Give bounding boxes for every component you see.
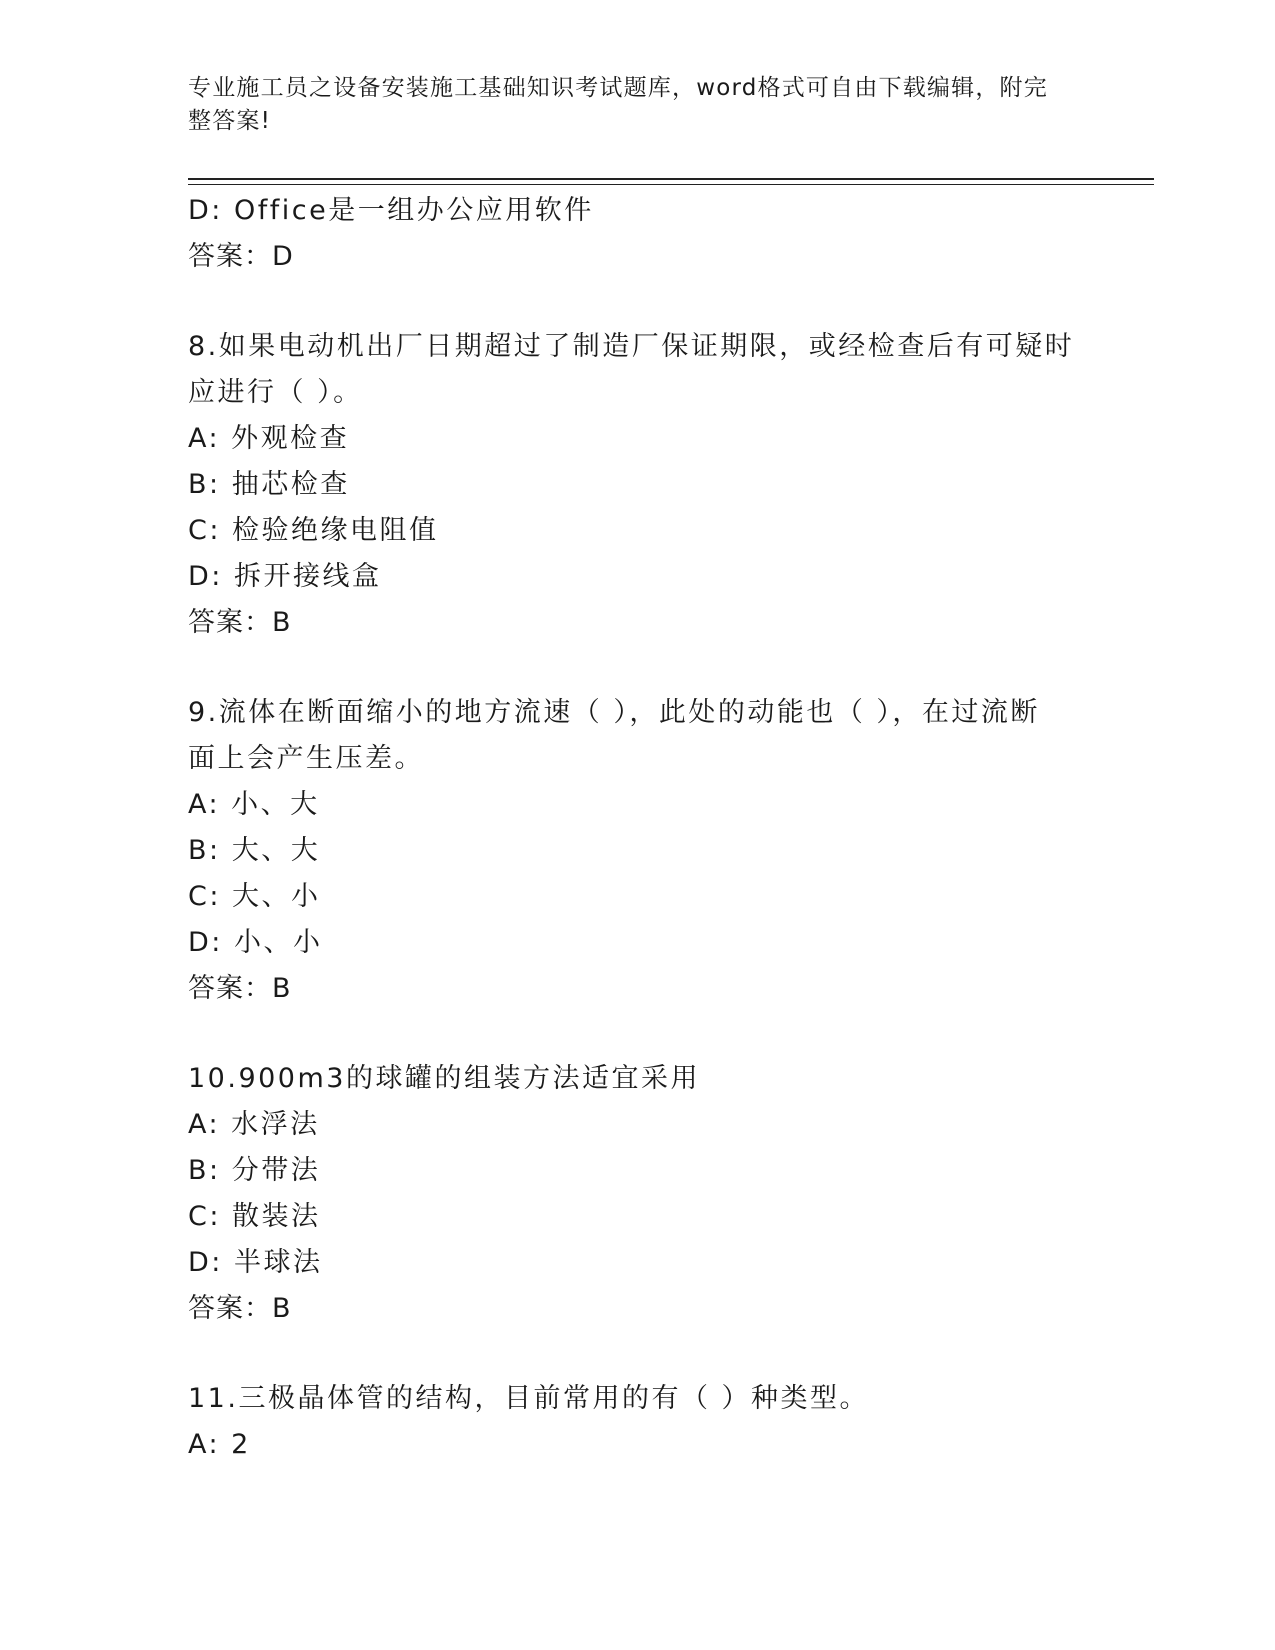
document-header xyxy=(188,72,1068,138)
q8-option-b: B: 抽芯检查 xyxy=(188,469,350,500)
q9-answer: 答案：B xyxy=(188,973,292,1004)
question-7-tail xyxy=(188,188,1088,280)
q10-option-c: C: 散装法 xyxy=(188,1201,321,1232)
header-line-2: 整答案! xyxy=(188,108,272,134)
q7-answer: 答案：D xyxy=(188,241,294,272)
q9-stem-line-1: 9.流体在断面缩小的地方流速（ ），此处的动能也（ ），在过流断 xyxy=(188,697,1040,728)
question-8 xyxy=(188,324,1088,646)
q10-option-b: B: 分带法 xyxy=(188,1155,321,1186)
question-10 xyxy=(188,1056,1088,1332)
q8-option-d: D: 拆开接线盒 xyxy=(188,561,382,592)
q7-option-d: D: Office是一组办公应用软件 xyxy=(188,195,594,226)
document-body xyxy=(188,188,1088,1468)
q10-option-d: D: 半球法 xyxy=(188,1247,323,1278)
header-line-1: 专业施工员之设备安装施工基础知识考试题库，word格式可自由下载编辑，附完 xyxy=(188,75,1048,101)
q10-stem-line-1: 10.900m3的球罐的组装方法适宜采用 xyxy=(188,1063,700,1094)
question-9 xyxy=(188,690,1088,1012)
q10-answer: 答案：B xyxy=(188,1293,292,1324)
q11-stem-line-1: 11.三极晶体管的结构，目前常用的有（ ）种类型。 xyxy=(188,1383,870,1414)
q9-option-d: D: 小、小 xyxy=(188,927,323,958)
q11-option-a: A: 2 xyxy=(188,1429,251,1460)
q9-option-b: B: 大、大 xyxy=(188,835,321,866)
header-rule-thin xyxy=(188,184,1154,185)
q8-option-a: A: 外观检查 xyxy=(188,423,350,454)
q9-stem-line-2: 面上会产生压差。 xyxy=(188,743,424,774)
q8-answer: 答案：B xyxy=(188,607,292,638)
q8-stem-line-2: 应进行（ ）。 xyxy=(188,377,363,408)
q10-option-a: A: 水浮法 xyxy=(188,1109,320,1140)
q8-option-c: C: 检验绝缘电阻值 xyxy=(188,515,439,546)
q8-stem-line-1: 8.如果电动机出厂日期超过了制造厂保证期限，或经检查后有可疑时 xyxy=(188,331,1075,362)
q9-option-a: A: 小、大 xyxy=(188,789,320,820)
question-11 xyxy=(188,1376,1088,1468)
q9-option-c: C: 大、小 xyxy=(188,881,321,912)
header-rule-thick xyxy=(188,178,1154,180)
